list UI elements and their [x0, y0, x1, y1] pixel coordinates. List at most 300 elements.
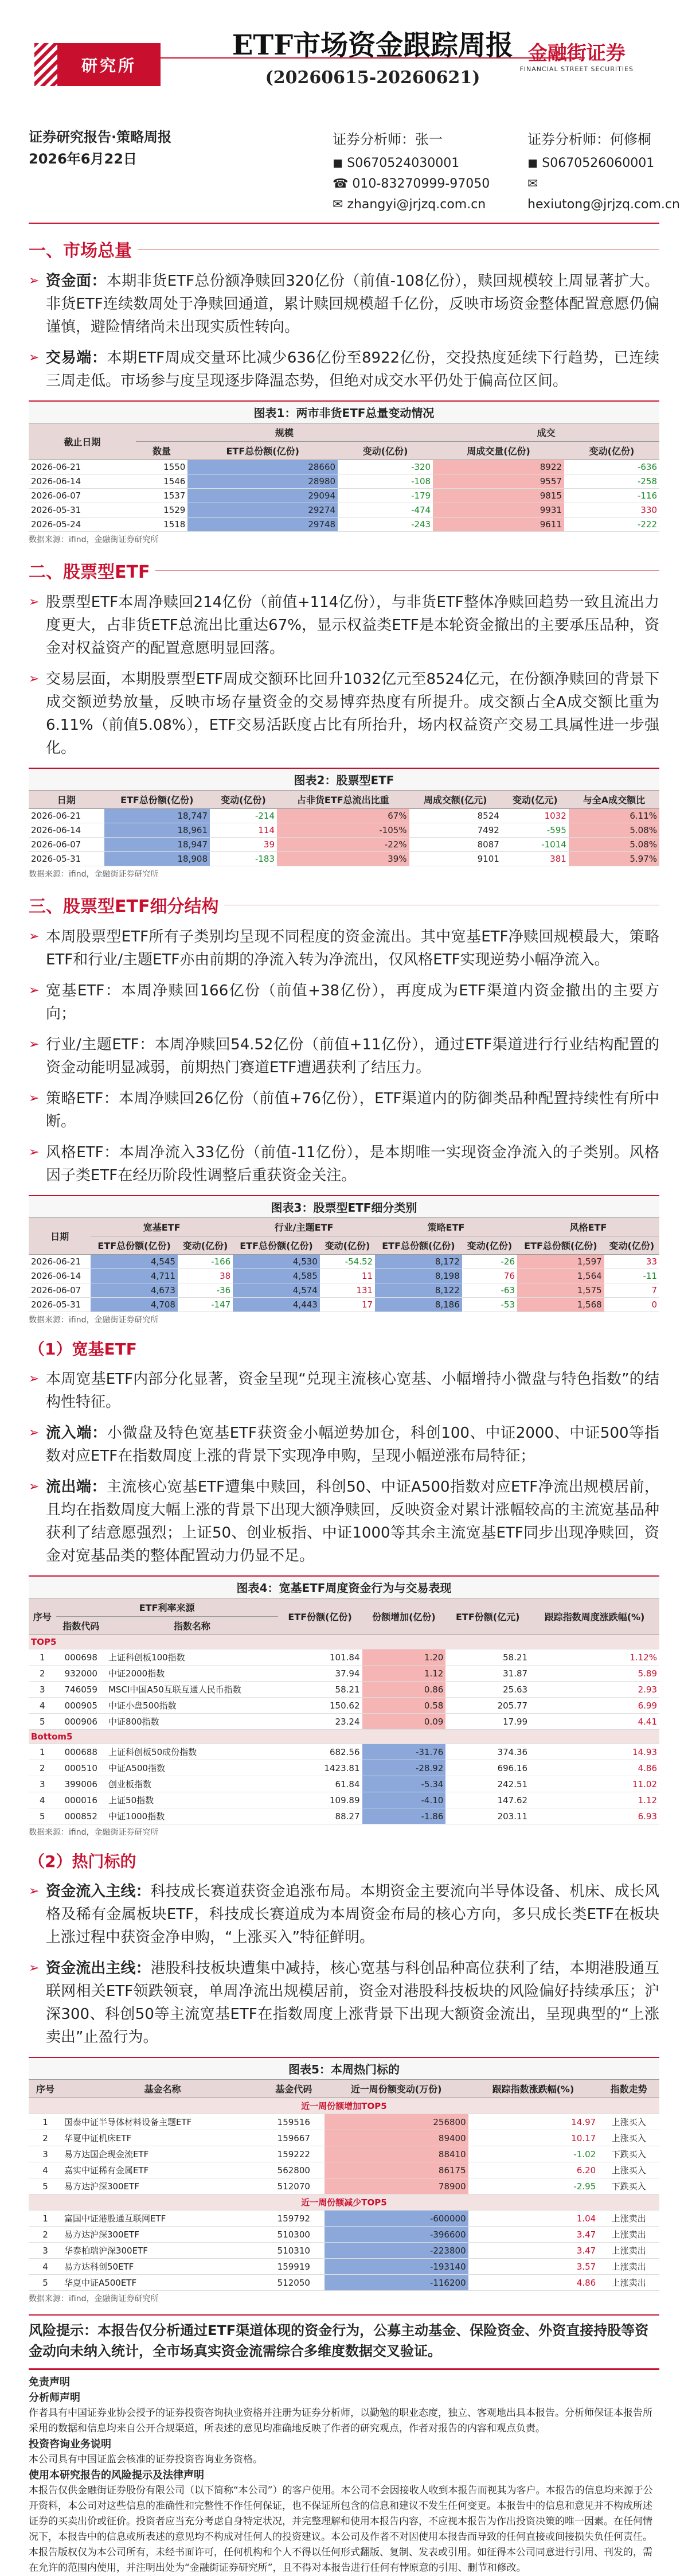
mail-icon: ✉ — [527, 177, 538, 191]
table-cell: 6.20 — [468, 2162, 599, 2178]
table-cell: 4 — [29, 2259, 62, 2275]
table-cell: -54.52 — [320, 1255, 375, 1269]
report-type-block — [29, 126, 171, 170]
table-cell: 8,198 — [375, 1269, 462, 1283]
table-5-grid — [29, 2080, 659, 2291]
table-cell: 88410 — [325, 2146, 468, 2162]
report-title: ETF市场资金跟踪周报 — [232, 29, 514, 61]
table-cell: 3 — [29, 1682, 56, 1698]
table-cell: 89400 — [325, 2130, 468, 2146]
table-cell: 9611 — [433, 517, 564, 532]
table-cell: 创业板指数 — [106, 1776, 278, 1792]
table-cell: 86175 — [325, 2162, 468, 2178]
table-cell: 1546 — [136, 474, 188, 489]
table-cell: 9557 — [433, 474, 564, 489]
table-cell: 131 — [320, 1283, 375, 1298]
table-row — [29, 2227, 659, 2243]
table-cell: 上涨卖出 — [598, 2243, 659, 2259]
table-cell: 3 — [29, 2146, 62, 2162]
report-meta — [29, 115, 680, 224]
table-3-grid: 日期 宽基ETF 行业/主题ETF 策略ETF 风格ETF ETF总份额(亿份) 变动(亿份) ETF总份额(亿份) 变动(亿份) ETF总份额(亿份) 变动(亿份) ETF总份额(亿份) 变动(亿份) 2026-06-21 4,545 -166 4,530 -54.52 8,172 -26 1,597 33 2026-06-14 4,711 38 4,585 11 8,198 76 1,564 -11 2026-06-07 4,673 -36 4,574 131 8,122 -63 1,575 7 2026-05-31 4,708 -147 4,443 17 8,186 -53 1,568 0 — [29, 1218, 659, 1312]
table-cell: 000688 — [56, 1744, 107, 1760]
table-cell: 4,673 — [91, 1283, 178, 1298]
table-cell: 华夏中证机床ETF — [62, 2130, 263, 2146]
table-row — [29, 1744, 659, 1760]
table-group-label: Bottom5 — [29, 1730, 659, 1744]
table-cell: 1,575 — [517, 1283, 604, 1298]
table-cell: -193140 — [325, 2259, 468, 2275]
s3-para-3: ➢ 行业/主题ETF：本周净赎回54.52亿份（前值+11亿份），通过ETF渠道进行行业结构配置的资金动能明显减弱，前期热门赛道ETF遭遇获利了结压力。 — [29, 1033, 659, 1079]
logo-cn: 金融街证券 — [527, 42, 626, 65]
s3-para-5: ➢ 风格ETF：本周净流入33亿份（前值-11亿份），是本期唯一实现资金净流入的子类别。风格因子类ETF在经历阶段性调整后重获资金关注。 — [29, 1141, 659, 1187]
table-header: 序号 — [29, 2080, 62, 2098]
table-cell: -595 — [502, 823, 569, 838]
table-cell: 512070 — [263, 2178, 325, 2194]
table-2-grid — [29, 791, 659, 866]
table-cell: 嘉实中证稀有金属ETF — [62, 2162, 263, 2178]
phone-icon: ☎ — [333, 177, 349, 191]
table-cell: 2026-05-24 — [29, 517, 136, 532]
table-group-label: 近一周份额减少TOP5 — [29, 2194, 659, 2211]
table-row — [29, 489, 659, 503]
s3-para-2: ➢ 宽基ETF：本周净赎回166亿份（前值+38亿份），再度成为ETF渠道内资金撤出的主要方向； — [29, 979, 659, 1025]
table-cell: 1537 — [136, 489, 188, 503]
table-cell: -320 — [338, 460, 433, 474]
table-row — [29, 2275, 659, 2291]
table-header: 指数走势 — [598, 2080, 659, 2098]
section-2-title: 二、股票型ETF — [29, 558, 659, 583]
table-cell: 1.12 — [530, 1792, 659, 1808]
table-row — [29, 1698, 659, 1714]
table-cell: -222 — [564, 517, 659, 532]
table-cell: 000852 — [56, 1808, 107, 1824]
analyst-2-cert: S0670526060001 — [542, 156, 655, 170]
table-cell: 5.08% — [569, 838, 659, 852]
analyst-2 — [527, 129, 680, 215]
table-row — [29, 1760, 659, 1776]
table-cell: 0.86 — [362, 1682, 446, 1698]
table-1-caption: 图表1：两市非货ETF总量变动情况 — [29, 400, 659, 423]
table-cell: 2 — [29, 2227, 62, 2243]
table-cell: 1.12 — [362, 1666, 446, 1682]
table-cell: 38 — [178, 1269, 233, 1283]
table-row — [29, 517, 659, 532]
table-cell: 25.63 — [445, 1682, 530, 1698]
table-cell: 上涨买入 — [598, 2162, 659, 2178]
table-cell: 5.97% — [569, 852, 659, 866]
table-cell: 国泰中证半导体材料设备主题ETF — [62, 2114, 263, 2130]
table-cell: 中证2000指数 — [106, 1666, 278, 1682]
table-cell: 4 — [29, 1698, 56, 1714]
table-cell: 1518 — [136, 517, 188, 532]
table-cell: 114 — [210, 823, 277, 838]
s2-para-2: ➢ 交易层面，本期股票型ETF周成交额环比回升1032亿元至8524亿元，在份额净赎回的背景下成交额逆势放量，反映市场存量资金的交易博弈热度有所提升。成交额占全A成交额比重为6.11%（前值5.08%），ETF交易活跃度占比有所抬升，场内权益资产交易工具属性进一步强化。 — [29, 668, 659, 760]
table-cell: -600000 — [325, 2211, 468, 2227]
table-row — [29, 809, 659, 823]
table-row — [29, 1682, 659, 1698]
table-cell: 2.93 — [530, 1682, 659, 1698]
risk-warning: 风险提示：本报告仅分析通过ETF渠道体现的资金行为，公募主动基金、保险资金、外资直接持股等资金动向未纳入统计，全市场真实资金流需综合多维度数据交叉验证。 — [29, 2314, 659, 2361]
table-cell: 2026-06-14 — [29, 474, 136, 489]
table-cell: 18,947 — [104, 838, 210, 852]
table-cell: 78900 — [325, 2178, 468, 2194]
table-cell: 2 — [29, 1666, 56, 1682]
table-cell: 9815 — [433, 489, 564, 503]
table-cell: 14.93 — [530, 1744, 659, 1760]
table-3 — [29, 1195, 659, 1325]
table-cell: -636 — [564, 460, 659, 474]
table-cell: 2 — [29, 2130, 62, 2146]
table-cell: 28660 — [187, 460, 338, 474]
table-cell: 4 — [29, 1792, 56, 1808]
table-cell: 18,747 — [104, 809, 210, 823]
table-cell: 2026-05-31 — [29, 1298, 91, 1312]
brand-logo — [519, 37, 634, 73]
table-cell: 上涨买入 — [598, 2114, 659, 2130]
table-cell: 易方达沪深300ETF — [62, 2178, 263, 2194]
table-cell: -2.95 — [468, 2178, 599, 2194]
table-cell: 1 — [29, 2114, 62, 2130]
s3-para-9: ➢ 资金流入主线：科技成长赛道获资金追涨布局。本期资金主要流向半导体设备、机床、成长风格及稀有金属板块ETF，科技成长赛道成为本周资金布局的核心方向，多只成长类ETF在板块上涨过程中获资金净申购，“上涨买入”特征鲜明。 — [29, 1880, 659, 1949]
table-cell: 4.86 — [468, 2275, 599, 2291]
table-cell: 4,443 — [233, 1298, 320, 1312]
table-cell: 7492 — [409, 823, 502, 838]
table-cell: 3.47 — [468, 2243, 599, 2259]
table-cell: 易方达沪深300ETF — [62, 2227, 263, 2243]
table-cell: 5.89 — [530, 1666, 659, 1682]
table-row — [29, 1283, 659, 1298]
table-row — [29, 2211, 659, 2227]
table-cell: 上涨卖出 — [598, 2259, 659, 2275]
table-cell: 6.99 — [530, 1698, 659, 1714]
table-cell: 29094 — [187, 489, 338, 503]
table-cell: 富国中证港股通互联网ETF — [62, 2211, 263, 2227]
table-cell: 2 — [29, 1760, 56, 1776]
table-cell: 中证小盘500指数 — [106, 1698, 278, 1714]
table-cell: 381 — [502, 852, 569, 866]
table-cell: 下跌买入 — [598, 2178, 659, 2194]
table-cell: 3.47 — [468, 2227, 599, 2243]
table-cell: -11 — [604, 1269, 659, 1283]
table-5 — [29, 2057, 659, 2304]
table-cell: 14.97 — [468, 2114, 599, 2130]
table-cell: 8922 — [433, 460, 564, 474]
table-cell: 510300 — [263, 2227, 325, 2243]
table-row — [29, 1298, 659, 1312]
cert-icon: ◼ — [527, 156, 538, 170]
analyst-1-mail[interactable]: zhangyi@jrjzq.com.cn — [347, 197, 486, 212]
table-row — [29, 474, 659, 489]
table-cell: 37.94 — [278, 1666, 362, 1682]
table-header: 变动(亿元) — [502, 791, 569, 809]
table-cell: 2026-06-21 — [29, 1255, 91, 1269]
analyst-2-mail[interactable]: hexiutong@jrjzq.com.cn — [527, 197, 680, 212]
table-cell: 2026-05-31 — [29, 852, 104, 866]
table-cell: 4,530 — [233, 1255, 320, 1269]
table-cell: 18,961 — [104, 823, 210, 838]
table-cell: -223800 — [325, 2243, 468, 2259]
table-row — [29, 503, 659, 517]
table-3-caption: 图表3：股票型ETF细分类别 — [29, 1195, 659, 1218]
table-cell: 29748 — [187, 517, 338, 532]
table-cell: 000698 — [56, 1649, 107, 1666]
table-cell: -5.34 — [362, 1776, 446, 1792]
report-date: 2026年6月22日 — [29, 151, 137, 167]
table-cell: 8,186 — [375, 1298, 462, 1312]
subsection-broad-etf: （1）宽基ETF — [29, 1340, 137, 1359]
table-cell: 中证800指数 — [106, 1714, 278, 1730]
table-cell: 18,908 — [104, 852, 210, 866]
table-cell: -179 — [338, 489, 433, 503]
table-cell: 682.56 — [278, 1744, 362, 1760]
table-cell: 5 — [29, 2178, 62, 2194]
table-cell: 1.12% — [530, 1649, 659, 1666]
table-cell: 67% — [277, 809, 409, 823]
table-cell: 2026-06-14 — [29, 823, 104, 838]
table-cell: 8,172 — [375, 1255, 462, 1269]
table-cell: 31.87 — [445, 1666, 530, 1682]
table-2 — [29, 768, 659, 880]
table-cell: 6.11% — [569, 809, 659, 823]
table-cell: 205.77 — [445, 1698, 530, 1714]
table-cell: 易方达国企现金流ETF — [62, 2146, 263, 2162]
table-cell: 33 — [604, 1255, 659, 1269]
table-cell: 399006 — [56, 1776, 107, 1792]
table-cell: -105% — [277, 823, 409, 838]
table-row — [29, 1714, 659, 1730]
table-4 — [29, 1575, 659, 1838]
s3-para-7: ➢ 流入端：小微盘及特色宽基ETF获资金小幅逆势加仓，科创100、中证2000、中证500等指数对应ETF在指数周度上涨的背景下实现净申购，呈现小幅逆涨布局特征； — [29, 1422, 659, 1468]
table-header: 占非货ETF总流出比重 — [277, 791, 409, 809]
increase-top5-label — [29, 2098, 659, 2114]
table-cell: 3 — [29, 1776, 56, 1792]
table-2-source: 数据来源：ifind，金融街证券研究所 — [29, 870, 159, 879]
table-row — [29, 1776, 659, 1792]
s3-para-10: ➢ 资金流出主线：港股科技板块遭集中减持，核心宽基与科创品种高位获利了结，本期港股通互联网相关ETF领跌领衰，单周净流出规模居前，资金对港股科技板块的风险偏好持续承压；沪深300、科创50等主流宽基ETF在指数周度上涨背景下出现大额资金流出，呈现典型的“上涨卖出”止盈行为。 — [29, 1957, 659, 2049]
table-cell: 0 — [604, 1298, 659, 1312]
table-3-source: 数据来源：ifind，金融街证券研究所 — [29, 1316, 159, 1325]
table-cell: 4,545 — [91, 1255, 178, 1269]
table-cell: 易方达科创50ETF — [62, 2259, 263, 2275]
table-cell: 000510 — [56, 1760, 107, 1776]
s1-para-2: ➢ 交易端：本期ETF周成交量环比减少636亿份至8922亿份，交投热度延续下行趋势，已连续三周走低。市场参与度呈现逐步降温态势，但绝对成交水平仍处于偏高位区间。 — [29, 347, 659, 392]
table-cell: 下跌买入 — [598, 2146, 659, 2162]
table-cell: -22% — [277, 838, 409, 852]
table-row — [29, 1666, 659, 1682]
table-cell: 3.57 — [468, 2259, 599, 2275]
table-cell: 159792 — [263, 2211, 325, 2227]
table-cell: -396600 — [325, 2227, 468, 2243]
table-header: 基金代码 — [263, 2080, 325, 2098]
table-row — [29, 2243, 659, 2259]
s3-para-4: ➢ 策略ETF：本周净赎回26亿份（前值+76亿份），ETF渠道内的防御类品种配置持续性有所中断。 — [29, 1087, 659, 1133]
table-row — [29, 1649, 659, 1666]
table-4-caption: 图表4：宽基ETF周度资金行为与交易表现 — [29, 1575, 659, 1598]
table-cell: 159919 — [263, 2259, 325, 2275]
table-cell: 000905 — [56, 1698, 107, 1714]
table-cell: 1423.81 — [278, 1760, 362, 1776]
table-row — [29, 838, 659, 852]
table-cell: -31.76 — [362, 1744, 446, 1760]
decrease-top5-label — [29, 2194, 659, 2211]
table-cell: 58.21 — [278, 1682, 362, 1698]
table-cell: 上涨买入 — [598, 2130, 659, 2146]
table-cell: 17.99 — [445, 1714, 530, 1730]
table-cell: 562800 — [263, 2162, 325, 2178]
table-cell: 256800 — [325, 2114, 468, 2130]
table-cell: 512050 — [263, 2275, 325, 2291]
table-row — [29, 2178, 659, 2194]
table-cell: 2026-06-21 — [29, 460, 136, 474]
table-cell: 61.84 — [278, 1776, 362, 1792]
table-cell: 88.27 — [278, 1808, 362, 1824]
table-cell: -1.02 — [468, 2146, 599, 2162]
table-row — [29, 1255, 659, 1269]
section-1-title: 一、市场总量 — [29, 236, 659, 262]
analyst-1 — [333, 129, 490, 215]
table-cell: 242.51 — [445, 1776, 530, 1792]
table-cell: 159222 — [263, 2146, 325, 2162]
cert-icon: ◼ — [333, 156, 343, 170]
table-cell: 696.16 — [445, 1760, 530, 1776]
s3-para-8: ➢ 流出端：主流核心宽基ETF遭集中赎回，科创50、中证A500指数对应ETF净流出规模居前，且均在指数周度大幅上涨的背景下出现大额净赎回，反映资金对累计涨幅较高的主流宽基品种获利了结意愿强烈；上证50、创业板指、中证1000等其余主流宽基ETF同步出现净赎回，资金对宽基品类的整体配置动力仍显不足。 — [29, 1476, 659, 1567]
table-cell: 330 — [564, 503, 659, 517]
table-cell: 9931 — [433, 503, 564, 517]
table-cell: -243 — [338, 517, 433, 532]
table-1-source: 数据来源：ifind，金融街证券研究所 — [29, 535, 159, 544]
table-cell: -28.92 — [362, 1760, 446, 1776]
table-cell: 上涨卖出 — [598, 2275, 659, 2291]
table-cell: 8,122 — [375, 1283, 462, 1298]
table-cell: 39% — [277, 852, 409, 866]
table-cell: 109.89 — [278, 1792, 362, 1808]
table-cell: 8524 — [409, 809, 502, 823]
table-cell: 23.24 — [278, 1714, 362, 1730]
table-row — [29, 1792, 659, 1808]
table-header: 与全A成交额比 — [569, 791, 659, 809]
table-cell: 1.04 — [468, 2211, 599, 2227]
table-cell: -116200 — [325, 2275, 468, 2291]
table-cell: 5 — [29, 2275, 62, 2291]
table-row — [29, 2130, 659, 2146]
s2-para-1: ➢ 股票型ETF本周净赎回214亿份（前值+114亿份），与非货ETF整体净赎回趋势一致且流出力度更大，占非货ETF总流出比重达67%，显示权益类ETF是本轮资金撤出的主要承压品种，资金对权益资产的配置意愿明显回落。 — [29, 591, 659, 660]
table-cell: 746059 — [56, 1682, 107, 1698]
table-cell: 203.11 — [445, 1808, 530, 1824]
table-row — [29, 1269, 659, 1283]
table-group-label: 近一周份额增加TOP5 — [29, 2098, 659, 2114]
analyst-1-name: 证券分析师：张一 — [333, 131, 443, 147]
table-cell: -116 — [564, 489, 659, 503]
table-cell: 159667 — [263, 2130, 325, 2146]
table-cell: 1032 — [502, 809, 569, 823]
table-cell: 510310 — [263, 2243, 325, 2259]
table-cell: 000016 — [56, 1792, 107, 1808]
table-cell: 1,568 — [517, 1298, 604, 1312]
table-cell: 1550 — [136, 460, 188, 474]
table-cell: 5 — [29, 1808, 56, 1824]
table-header: 跟踪指数涨跌幅(%) — [468, 2080, 599, 2098]
institute-badge: 研究所 — [57, 43, 161, 86]
table-4-source: 数据来源：ifind，金融街证券研究所 — [29, 1828, 159, 1837]
table-cell: -36 — [178, 1283, 233, 1298]
table-cell: 150.62 — [278, 1698, 362, 1714]
table-cell: 28980 — [187, 474, 338, 489]
table-cell: 1 — [29, 1649, 56, 1666]
table-cell: 1529 — [136, 503, 188, 517]
table-header: 基金名称 — [62, 2080, 263, 2098]
table-cell: -63 — [462, 1283, 517, 1298]
table-cell: 中证A500指数 — [106, 1760, 278, 1776]
disclaimer: 免责声明 分析师声明 作者具有中国证券业协会授予的证券投资咨询执业资格并注册为证券分析师，以勤勉的职业态度，独立、客观地出具本报告。分析师保证本报告所采用的数据和信息均来自公开合规渠道，所表述的意见均准确地反映了作者的研究观点，作者对报告的内容和观点负责。 投资咨询业务说明 本公司具有中国证监会核准的证券投资咨询业务资格。 使用本研究报告的风险提示及法律声明 本报告仅供金融街证券股份有限公司（以下简称“本公司”）的客户使用。本公司不会因接收人收到本报告而视其为客户。本报告的信息均来源于公开资料，本公司对这些信息的准确性和完整性不作任何保证，也不保证所包含的信息和建议不发生任何变更。本报告中的信息和意见并不构成所述证券的买卖出价或征价。投资者应当充分考虑自身特定状况，并完整理解和使用本报告内容，不应视本报告为作出投资决策的唯一因素。在任何情况下，本报告中的信息或所表述的意见均不构成对任何人的投资建议。本公司及作者不对因使用本报告而导致的任何直接或间接损失负任何责任。本报告版权仅为本公司所有，未经书面许可，任何机构和个人不得以任何形式翻版、复制、发表或引用。如征得本公司同意进行引用、刊发的，需在允许的范围内使用，并注明出处为“金融街证券研究所”，且不得对本报告进行任何有悖原意的引用、删节和修改。 — [29, 2368, 659, 2576]
report-period: (20260615-20260621) — [265, 68, 480, 88]
table-cell: 932000 — [56, 1666, 107, 1682]
table-cell: 11 — [320, 1269, 375, 1283]
table-row — [29, 852, 659, 866]
s3-para-1: ➢ 本周股票型ETF所有子类别均呈现不同程度的资金流出。其中宽基ETF净赎回规模最大，策略ETF和行业/主题ETF亦由前期的净流入转为净流出，仅风格ETF实现逆势小幅净流入。 — [29, 925, 659, 971]
table-cell: 2026-06-14 — [29, 1269, 91, 1283]
table-cell: 4,585 — [233, 1269, 320, 1283]
table-cell: 4,574 — [233, 1283, 320, 1298]
table-cell: -1.86 — [362, 1808, 446, 1824]
table-cell: 3 — [29, 2243, 62, 2259]
table-cell: 5.08% — [569, 823, 659, 838]
table-header: 日期 — [29, 791, 104, 809]
table-row — [29, 2259, 659, 2275]
section-3-title: 三、股票型ETF细分结构 — [29, 892, 659, 917]
table-cell: -53 — [462, 1298, 517, 1312]
table-cell: 4 — [29, 2162, 62, 2178]
table-cell: 9101 — [409, 852, 502, 866]
table-2-caption: 图表2：股票型ETF — [29, 768, 659, 791]
table-cell: -474 — [338, 503, 433, 517]
table-cell: 10.17 — [468, 2130, 599, 2146]
table-cell: 上证50指数 — [106, 1792, 278, 1808]
table-cell: -183 — [210, 852, 277, 866]
analyst-1-cert: S0670524030001 — [347, 156, 460, 170]
table-cell: 4.86 — [530, 1760, 659, 1776]
table-cell: 4.41 — [530, 1714, 659, 1730]
table-cell: 上涨卖出 — [598, 2211, 659, 2227]
table-cell: 2026-05-31 — [29, 503, 136, 517]
table-cell: 5 — [29, 1714, 56, 1730]
analyst-1-tel: 010-83270999-97050 — [352, 177, 490, 191]
table-row — [29, 823, 659, 838]
table-row — [29, 1808, 659, 1824]
s3-para-6: ➢ 本周宽基ETF内部分化显著，资金呈现“兑现主流核心宽基、小幅增持小微盘与特色指数”的结构性特征。 — [29, 1368, 659, 1414]
table-cell: 上涨卖出 — [598, 2227, 659, 2243]
table-cell: 上证科创板50成份指数 — [106, 1744, 278, 1760]
table-header: 变动(亿份) — [210, 791, 277, 809]
table-cell: 1,564 — [517, 1269, 604, 1283]
table-cell: 39 — [210, 838, 277, 852]
table-cell: 0.09 — [362, 1714, 446, 1730]
report-type: 证券研究报告·策略周报 — [29, 129, 172, 145]
table-cell: 2026-06-07 — [29, 838, 104, 852]
table-cell: -258 — [564, 474, 659, 489]
table-cell: 76 — [462, 1269, 517, 1283]
top5-label — [29, 1635, 659, 1649]
table-group-label: TOP5 — [29, 1635, 659, 1649]
table-cell: 中证1000指数 — [106, 1808, 278, 1824]
table-row — [29, 460, 659, 474]
table-cell: 2026-06-07 — [29, 489, 136, 503]
table-cell: -147 — [178, 1298, 233, 1312]
table-cell: 147.62 — [445, 1792, 530, 1808]
table-cell: 1.20 — [362, 1649, 446, 1666]
table-cell: 7 — [604, 1283, 659, 1298]
table-header: ETF总份额(亿份) — [104, 791, 210, 809]
table-cell: -108 — [338, 474, 433, 489]
